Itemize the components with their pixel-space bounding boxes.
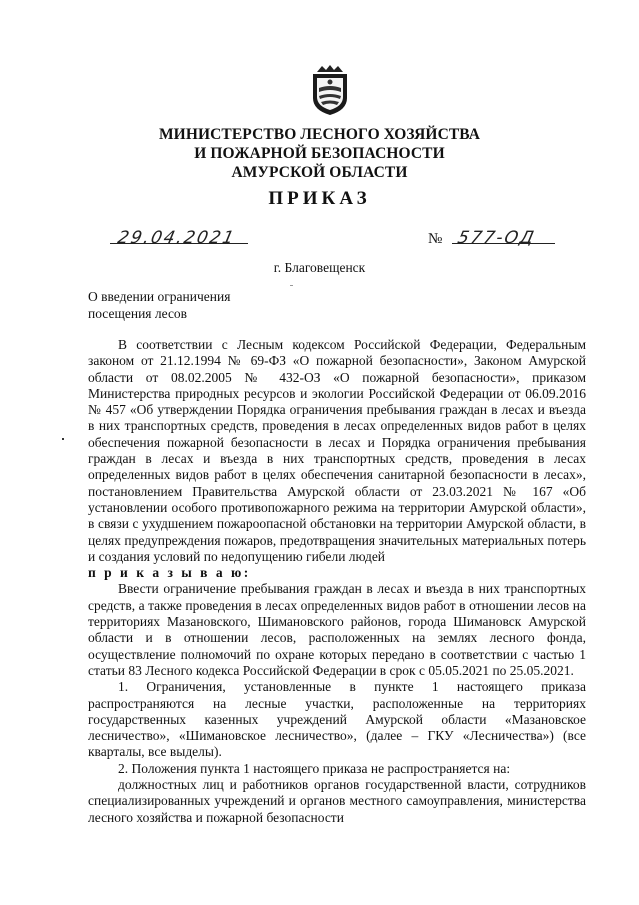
subject-line-2: посещения лесов <box>88 305 188 321</box>
ministry-line-2: И ПОЖАРНОЙ БЕЗОПАСНОСТИ <box>194 145 445 162</box>
ministry-header <box>0 125 639 182</box>
scan-speck <box>62 438 64 440</box>
orders-word: п р и к а з ы в а ю: <box>88 565 251 581</box>
subject-line-1: О введении ограничения <box>88 289 231 304</box>
ministry-line-1: МИНИСТЕРСТВО ЛЕСНОГО ХОЗЯЙСТВА <box>158 126 481 143</box>
number-sign: № <box>428 231 443 247</box>
order-body <box>88 337 586 826</box>
order-subject <box>88 289 230 322</box>
scan-speck <box>290 285 293 286</box>
main-order-paragraph: Ввести ограничение пребывания граждан в лесах и въезда в них транспортных средств, а также проведения в лесах определенных видов работ в отношении лесов на территориях Мазановского, Шимановского районов, города Шимановск Амурской области и в отношении лесов, расположенных на землях лесного фонда, осуществление полномочий по охране которых передано в соответствии с частью 1 статьи 83 Лесного кодекса Российской Федерации в срок с 05.05.2021 по 25.05.2021. <box>88 581 586 678</box>
clause-2-paragraph: 2. Положения пункта 1 настоящего приказа не распространяется на: <box>118 760 511 776</box>
date-underline <box>110 243 248 244</box>
coat-of-arms-emblem <box>309 64 351 116</box>
preamble-paragraph: В соответствии с Лесным кодексом Российской Федерации, Федеральным законом от 21.12.1994 № 69-ФЗ «О пожарной безопасности», Законом Амурской области от 08.02.2005 № 432-ОЗ «О пожарной безопасности», приказом Министерства природных ресурсов и экологии Российской Федерации от 06.09.2016 № 457 «Об утверждении Порядка ограничения пребывания граждан в лесах и въезда в них транспортных средств, проведения в лесах определенных видов работ в целях обеспечения пожарной безопасности в лесах и Порядка ограничения пребывания граждан в лесах и въезда в них транспортных средств, проведения в лесах определенных видов работ в целях обеспечения санитарной безопасности в лесах», постановлением Правительства Амурской области от 23.03.2021 № 167 «Об установлении особого противопожарного режима на территории Амурской области», в связи с ухудшением пожароопасной обстановки на территории Амурской области, в целях предупреждения пожаров, предотвращения значительных материальных потерь и создания условий по недопущению гибели людей <box>88 337 586 564</box>
clause-2-item: должностных лиц и работников органов государственной власти, сотрудников специализированных учреждений и органов местного самоуправления, министерства лесного хозяйства и пожарной безопасности <box>88 777 586 825</box>
city-label: г. Благовещенск <box>273 260 366 275</box>
ministry-line-3: АМУРСКОЙ ОБЛАСТИ <box>231 164 408 181</box>
number-underline <box>452 243 555 244</box>
handwritten-date: 29.04.2021 <box>115 228 238 248</box>
handwritten-number: 577-ОД <box>455 228 538 248</box>
clause-1-paragraph: 1. Ограничения, установленные в пункте 1 настоящего приказа распространяются на лесные участки, расположенные на территориях государственных казенных учреждений Амурской области «Мазановское лесничество», «Шимановское лесничество», (далее – ГКУ «Лесничества») (все кварталы, все выделы). <box>88 679 586 760</box>
document-type-title: ПРИКАЗ <box>268 188 371 209</box>
